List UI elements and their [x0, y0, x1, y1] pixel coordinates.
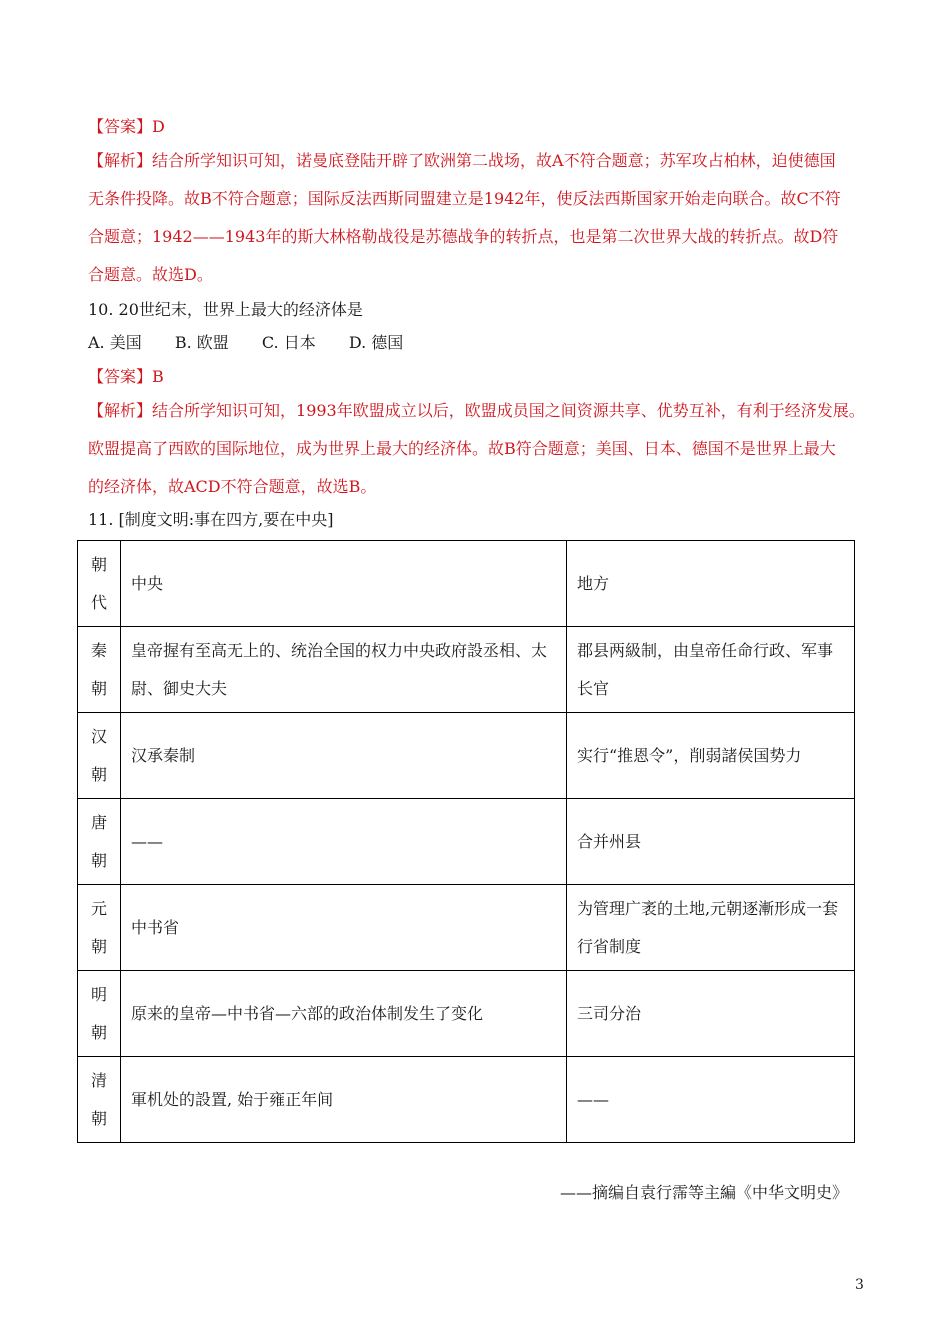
dynasty-cell: [78, 713, 121, 799]
option-a: A. 美国: [88, 333, 142, 352]
q9-analysis-line-2: 无条件投降。故B不符合题意；国际反法西斯同盟建立是1942年，使反法西斯国家开始走向联合。故C不符: [88, 189, 841, 208]
local-cell: 实行“推恩令”，削弱諸侯国势力: [567, 713, 855, 799]
header-dynasty: [78, 541, 121, 627]
source-citation: ——摘编自袁行霈等主編《中华文明史》: [560, 1183, 849, 1202]
q10-options: [88, 333, 431, 353]
answer-value: D: [152, 117, 165, 136]
q10-question: 10. 20世纪末，世界上最大的经济体是: [88, 300, 363, 319]
q10-analysis-line-3: 的经济体，故ACD不符合题意，故选B。: [88, 477, 377, 496]
answer-tag: 【答案】: [88, 367, 153, 386]
table-row: [78, 885, 855, 971]
q10-analysis-line-1: [88, 401, 865, 421]
vchar: 朝: [90, 1022, 107, 1042]
answer-tag: 【答案】: [88, 117, 153, 136]
q11-question: 11. [制度文明:事在四方,要在中央]: [88, 510, 334, 529]
central-cell: 軍机处的設置, 始于雍正年间: [121, 1057, 567, 1143]
local-cell: 三司分治: [567, 971, 855, 1057]
local-cell: 合并州县: [567, 799, 855, 885]
central-cell: 中书省: [121, 885, 567, 971]
table-row: [78, 971, 855, 1057]
central-cell: 原来的皇帝—中书省—六部的政治体制发生了变化: [121, 971, 567, 1057]
option-b: B. 欧盟: [174, 333, 229, 352]
analysis-tag: 【解析】: [88, 401, 153, 420]
page-number: 3: [855, 1277, 864, 1293]
table-header-row: [78, 541, 855, 627]
vchar: 代: [90, 592, 107, 612]
dynasty-cell: [78, 971, 121, 1057]
central-cell: 汉承秦制: [121, 713, 567, 799]
analysis-tag: 【解析】: [88, 151, 153, 170]
central-cell: 皇帝握有至高无上的、统治全国的权力中央政府設丞相、太尉、御史大夫: [121, 627, 567, 713]
q9-analysis-line-1: [88, 151, 836, 171]
option-c: C. 日本: [261, 333, 316, 352]
vchar: 清: [90, 1070, 107, 1090]
dynasty-cell: [78, 885, 121, 971]
vchar: 汉: [90, 726, 107, 746]
table-row: [78, 713, 855, 799]
vchar: 唐: [90, 812, 107, 832]
central-cell: ——: [121, 799, 567, 885]
vchar: 秦: [90, 640, 107, 660]
vchar: 元: [90, 898, 107, 918]
q9-analysis-line-3: 合题意；1942——1943年的斯大林格勒战役是苏德战争的转折点，也是第二次世界大战的转折点。故D符: [88, 227, 839, 246]
table-row: [78, 799, 855, 885]
vchar: 朝: [90, 850, 107, 870]
analysis-text: 结合所学知识可知，1993年欧盟成立以后，欧盟成员国之间资源共享、优势互补，有利于经济发展。: [152, 401, 865, 420]
local-cell: ——: [567, 1057, 855, 1143]
vchar: 朝: [90, 678, 107, 698]
vchar: 朝: [90, 554, 107, 574]
option-d: D. 德国: [348, 333, 404, 352]
analysis-text: 结合所学知识可知，诺曼底登陆开辟了欧洲第二战场，故A不符合题意；苏军攻占柏林，迫使德国: [152, 151, 836, 170]
dynasty-cell: [78, 627, 121, 713]
vchar: 朝: [90, 764, 107, 784]
local-cell: 郡县两級制，由皇帝任命行政、军事长官: [567, 627, 855, 713]
q10-analysis-line-2: 欧盟提高了西欧的国际地位，成为世界上最大的经济体。故B符合题意；美国、日本、德国不是世界上最大: [88, 439, 836, 458]
dynasty-cell: [78, 1057, 121, 1143]
q9-analysis-line-4: 合题意。故选D。: [88, 265, 213, 284]
header-central: 中央: [121, 541, 567, 627]
q9-answer-line: [88, 117, 165, 137]
header-local: 地方: [567, 541, 855, 627]
q10-answer-line: [88, 367, 164, 387]
table-row: [78, 1057, 855, 1143]
table-row: [78, 627, 855, 713]
dynasty-cell: [78, 799, 121, 885]
vchar: 明: [90, 984, 107, 1004]
local-cell: 为管理广袤的土地,元朝逐漸形成一套行省制度: [567, 885, 855, 971]
answer-value: B: [152, 367, 164, 386]
vchar: 朝: [90, 1108, 107, 1128]
dynasty-system-table: [77, 540, 855, 1143]
vchar: 朝: [90, 936, 107, 956]
